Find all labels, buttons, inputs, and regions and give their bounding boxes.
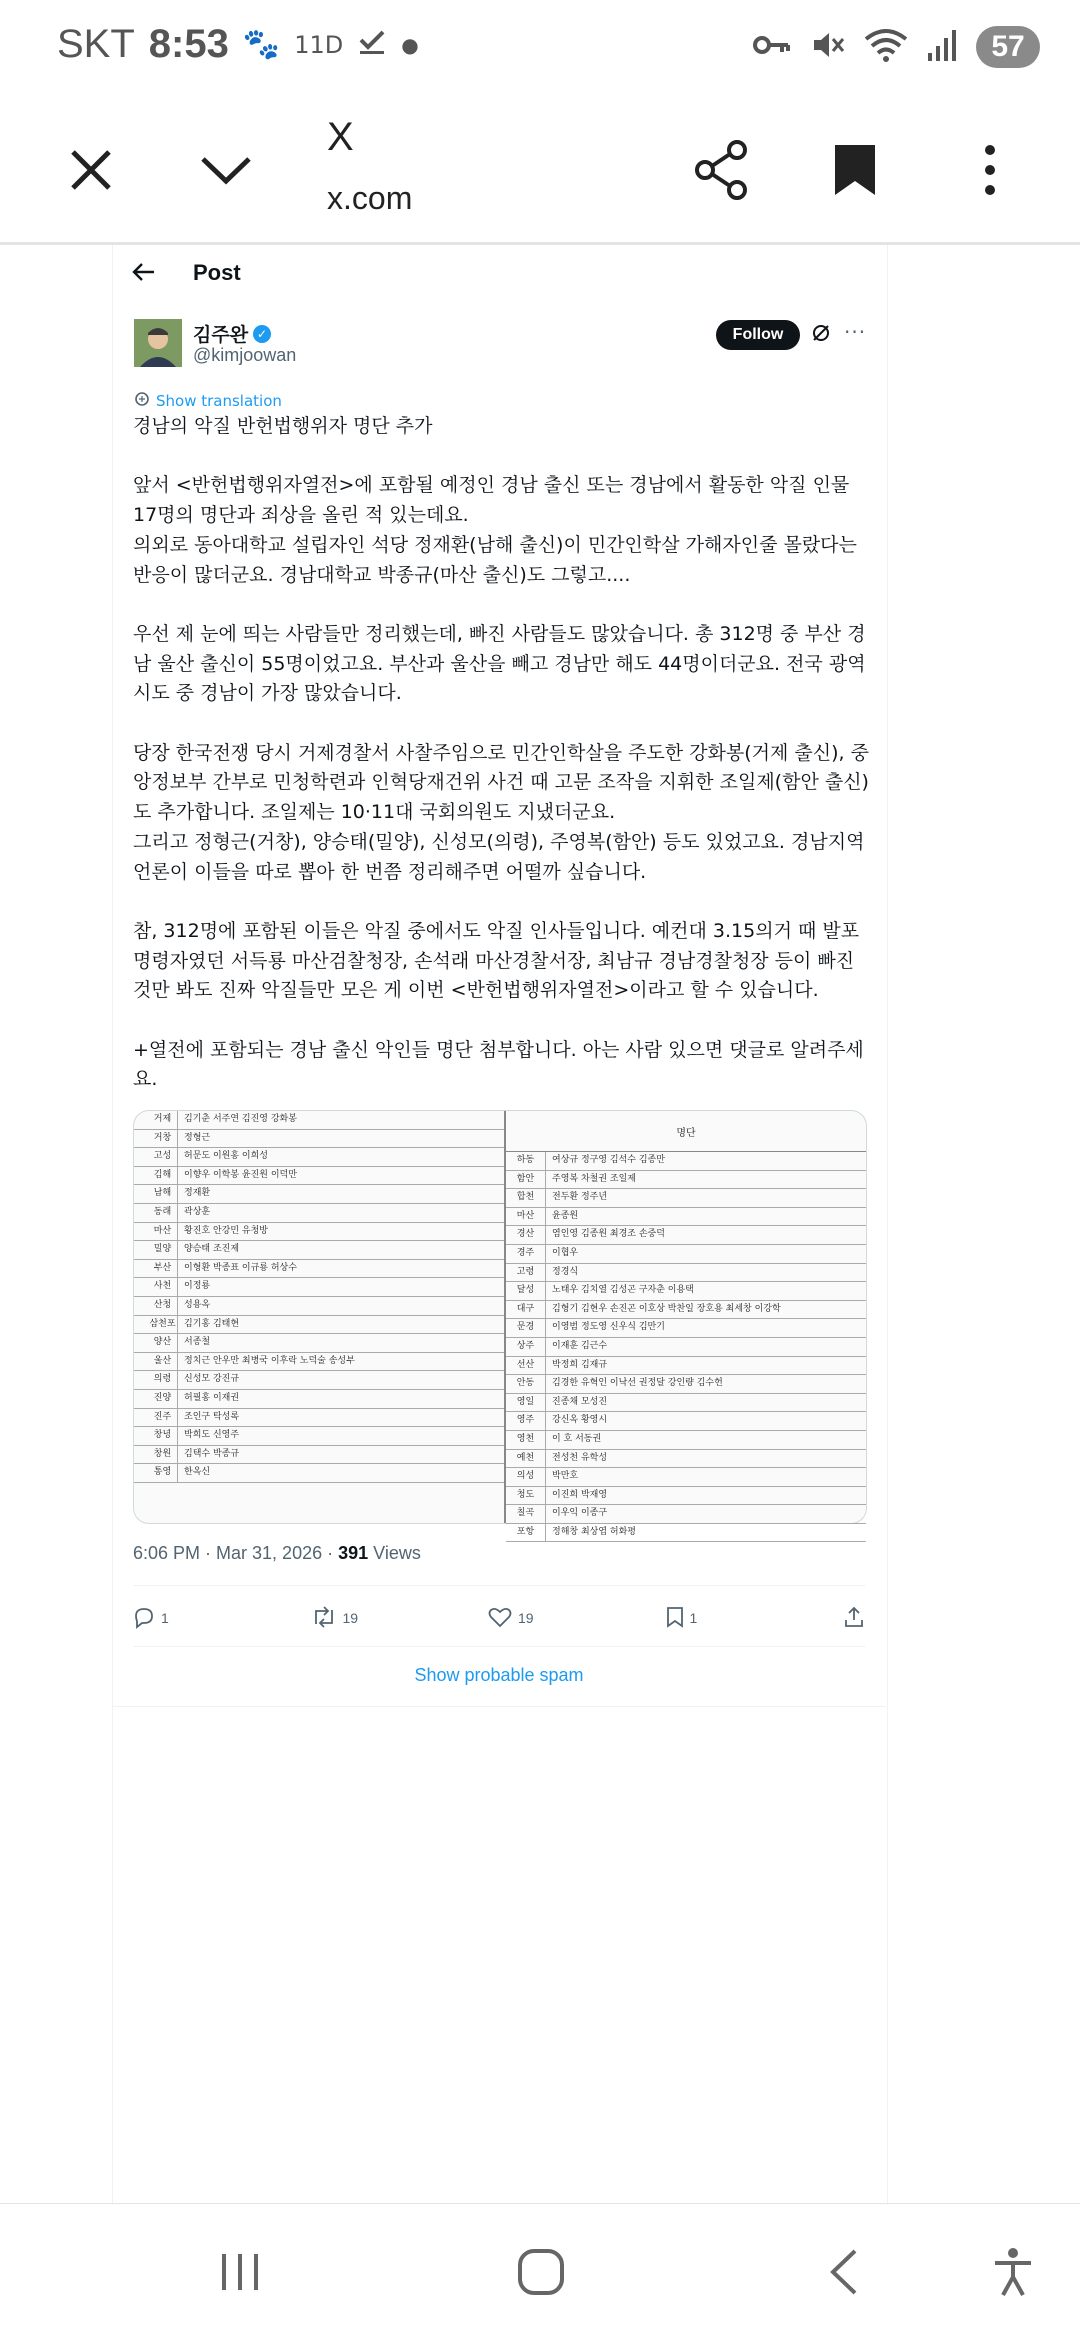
table-cell-region: 하동 (506, 1152, 546, 1170)
table-cell-region: 진주 (134, 1409, 178, 1427)
table-row (134, 1167, 504, 1186)
accessibility-icon[interactable] (978, 2242, 1048, 2302)
table-cell-region: 사천 (134, 1278, 178, 1296)
bookmark-count: 1 (689, 1610, 698, 1626)
views-count: 391 (338, 1543, 369, 1563)
table-row (506, 1226, 866, 1245)
table-cell-names: 서종철 (184, 1337, 211, 1348)
table-row (134, 1130, 504, 1149)
table-cell-region: 합천 (506, 1189, 546, 1207)
more-options-icon[interactable] (955, 135, 1025, 205)
divider (133, 1646, 865, 1647)
table-row (506, 1394, 866, 1413)
chevron-down-icon[interactable] (191, 135, 261, 205)
table-cell-names: 이형환 박종표 이규룡 허상수 (184, 1262, 297, 1273)
table-cell-region: 창원 (134, 1446, 178, 1464)
table-cell-names: 이영범 정도영 신우식 김만기 (552, 1322, 665, 1333)
table-cell-region: 통영 (134, 1464, 178, 1482)
table-cell-region: 칠곡 (506, 1505, 546, 1523)
table-cell-region: 경산 (506, 1226, 546, 1244)
table-row (506, 1487, 866, 1506)
table-cell-names: 양승태 조진제 (184, 1244, 240, 1255)
battery-indicator: 57 (976, 26, 1040, 68)
paw-icon: 🐾 (242, 27, 281, 62)
reply-icon (133, 1606, 155, 1631)
table-cell-region: 삼천포 (134, 1316, 178, 1334)
table-cell-names: 윤종원 (552, 1210, 579, 1221)
signal-icon (926, 27, 958, 67)
post-header (133, 258, 241, 288)
carrier-label: SKT (57, 22, 135, 66)
avatar[interactable] (134, 319, 182, 367)
table-row (506, 1301, 866, 1320)
table-right (504, 1111, 866, 1537)
table-cell-region: 남해 (134, 1185, 178, 1203)
table-row (506, 1524, 866, 1543)
table-cell-region: 의령 (134, 1371, 178, 1389)
table-cell-names: 신성모 강진규 (184, 1374, 240, 1385)
table-cell-region: 마산 (134, 1223, 178, 1241)
table-cell-region: 예천 (506, 1450, 546, 1468)
table-row (134, 1316, 504, 1335)
table-cell-names: 이향우 이학봉 윤진원 이덕만 (184, 1169, 297, 1180)
table-row (134, 1185, 504, 1204)
table-cell-region: 선산 (506, 1357, 546, 1375)
table-cell-region: 거제 (134, 1111, 178, 1129)
table-cell-names: 박만호 (552, 1471, 579, 1482)
table-cell-names: 이정룡 (184, 1281, 211, 1292)
table-row (134, 1446, 504, 1465)
table-row (506, 1412, 866, 1431)
table-row (506, 1431, 866, 1450)
table-cell-names: 이재훈 김근수 (552, 1340, 608, 1351)
verified-badge-icon: ✓ (253, 325, 271, 343)
table-cell-region: 고성 (134, 1148, 178, 1166)
repost-button[interactable] (311, 1600, 489, 1636)
author-name[interactable] (193, 320, 271, 347)
table-cell-names: 이 호 서동권 (552, 1433, 602, 1444)
table-cell-region: 창녕 (134, 1427, 178, 1445)
recent-apps-icon[interactable] (205, 2242, 275, 2302)
table-cell-region: 상주 (506, 1338, 546, 1356)
table-cell-names: 강신옥 황영시 (552, 1415, 608, 1426)
table-cell-region: 김해 (134, 1167, 178, 1185)
table-cell-names: 성용옥 (184, 1299, 211, 1310)
table-cell-region: 거창 (134, 1130, 178, 1148)
status-bar (0, 0, 1080, 100)
table-cell-region: 경주 (506, 1245, 546, 1263)
table-row (506, 1208, 866, 1227)
table-cell-names: 곽상훈 (184, 1206, 211, 1217)
post-datetime[interactable]: 6:06 PM · Mar 31, 2026 · (133, 1543, 339, 1563)
wifi-icon (864, 27, 908, 67)
upload-share-icon (843, 1606, 865, 1631)
table-row (134, 1371, 504, 1390)
bookmark-outline-icon (666, 1606, 684, 1631)
table-row (134, 1390, 504, 1409)
reply-button[interactable] (133, 1600, 311, 1636)
table-row (506, 1264, 866, 1283)
table-row (506, 1245, 866, 1264)
table-cell-names: 정형근 (184, 1132, 211, 1143)
table-cell-names: 허문도 이원홍 이희성 (184, 1151, 268, 1162)
table-cell-names: 김기홍 김태현 (184, 1318, 240, 1329)
table-row (506, 1357, 866, 1376)
grok-icon[interactable] (811, 323, 831, 348)
like-button[interactable] (488, 1600, 666, 1636)
table-cell-names: 허필홍 이재권 (184, 1392, 240, 1403)
table-row (506, 1319, 866, 1338)
table-cell-region: 문경 (506, 1319, 546, 1337)
table-cell-region: 동래 (134, 1204, 178, 1222)
table-row (134, 1278, 504, 1297)
table-cell-names: 이협우 (552, 1247, 579, 1258)
close-icon[interactable] (56, 135, 126, 205)
table-cell-names: 박희도 신영주 (184, 1430, 240, 1441)
table-cell-region: 안동 (506, 1375, 546, 1393)
table-cell-names: 주영복 차철권 조일제 (552, 1173, 636, 1184)
mute-icon (810, 27, 846, 67)
table-cell-region: 함안 (506, 1171, 546, 1189)
table-row (506, 1282, 866, 1301)
table-row (506, 1189, 866, 1208)
table-cell-names: 김기춘 서주연 김진영 강화봉 (184, 1114, 297, 1124)
follow-button[interactable]: Follow (716, 320, 800, 350)
table-cell-region: 부산 (134, 1260, 178, 1278)
table-cell-region: 양산 (134, 1334, 178, 1352)
table-cell-names: 노태우 김치열 김성곤 구자춘 이용택 (552, 1285, 694, 1296)
views-label: Views (368, 1543, 421, 1563)
table-cell-names: 정해창 최상엽 허화평 (552, 1526, 636, 1537)
table-cell-names: 여상규 정구영 김석수 김종만 (552, 1155, 665, 1165)
table-cell-names: 전성천 유학성 (552, 1452, 608, 1463)
table-row (134, 1334, 504, 1353)
browser-toolbar (0, 100, 1080, 242)
table-cell-region: 고령 (506, 1264, 546, 1282)
bookmark-post-button[interactable] (666, 1600, 844, 1636)
table-row (134, 1204, 504, 1223)
table-cell-names: 정재환 (184, 1188, 211, 1199)
table-cell-names: 조인구 탁성록 (184, 1411, 240, 1422)
key-icon (752, 30, 792, 64)
table-cell-names: 김택수 박종규 (184, 1448, 240, 1459)
table-cell-region: 영천 (506, 1431, 546, 1449)
table-cell-region: 포항 (506, 1524, 546, 1542)
table-cell-names: 진종채 모성진 (552, 1396, 608, 1407)
notification-count: 11D (294, 30, 344, 59)
table-cell-region: 밀양 (134, 1241, 178, 1259)
dot-icon: ● (401, 32, 419, 57)
show-probable-spam-link[interactable]: Show probable spam (414, 1665, 584, 1685)
home-icon[interactable] (506, 2242, 576, 2302)
show-translation[interactable] (134, 391, 282, 411)
attached-image[interactable] (133, 1110, 867, 1537)
author-handle[interactable]: @kimjoowan (193, 345, 297, 365)
table-cell-names: 전두환 정주년 (552, 1192, 608, 1203)
heart-icon (488, 1606, 512, 1631)
page-title: X (327, 115, 354, 159)
table-row (134, 1148, 504, 1167)
table-row (506, 1450, 866, 1469)
table-row (506, 1468, 866, 1487)
bookmark-icon[interactable] (820, 135, 890, 205)
author-name-text: 김주완 (193, 324, 249, 346)
share-post-button[interactable] (843, 1600, 865, 1636)
table-cell-region: 의성 (506, 1468, 546, 1486)
table-row (506, 1505, 866, 1524)
table-header: 명단 (506, 1111, 866, 1152)
page-url[interactable]: x.com (327, 180, 413, 216)
table-cell-region: 마산 (506, 1208, 546, 1226)
table-row (134, 1353, 504, 1372)
table-cell-names: 이우익 이종구 (552, 1508, 608, 1519)
like-count: 19 (518, 1610, 534, 1626)
share-icon[interactable] (686, 135, 756, 205)
table-cell-names: 염인영 김종원 최경조 손중덕 (552, 1229, 665, 1240)
table-row (134, 1241, 504, 1260)
table-cell-names: 김경한 유혁인 이낙선 권정달 강인량 김수헌 (552, 1378, 723, 1389)
action-bar (133, 1600, 865, 1636)
table-row (506, 1375, 866, 1394)
table-cell-names: 황진호 안강민 유청방 (184, 1225, 268, 1236)
table-cell-region: 청도 (506, 1487, 546, 1505)
table-cell-region: 대구 (506, 1301, 546, 1319)
table-row (134, 1297, 504, 1316)
clock: 8:53 (148, 22, 229, 66)
table-cell-names: 이진희 박재영 (552, 1489, 608, 1500)
table-cell-names: 한옥신 (184, 1467, 211, 1478)
table-row (134, 1223, 504, 1242)
back-arrow-icon[interactable] (133, 258, 155, 288)
table-cell-names: 박정희 김재규 (552, 1359, 608, 1370)
download-done-icon (357, 26, 387, 64)
divider (112, 1706, 886, 1707)
repost-count: 19 (342, 1610, 359, 1626)
table-cell-names: 김형기 김현우 손진곤 이호상 박찬일 장호용 최세창 이강학 (552, 1303, 781, 1314)
system-nav-bar (0, 2204, 1080, 2340)
divider (133, 1585, 865, 1586)
table-cell-region: 산청 (134, 1297, 178, 1315)
table-row (134, 1409, 504, 1428)
table-cell-region: 달성 (506, 1282, 546, 1300)
table-row (506, 1171, 866, 1190)
post-meta (133, 1543, 421, 1564)
table-row (506, 1152, 866, 1171)
table-cell-region: 영주 (506, 1412, 546, 1430)
reply-count: 1 (161, 1610, 169, 1626)
table-row (134, 1111, 504, 1130)
table-cell-region: 울산 (134, 1353, 178, 1371)
show-translation-link[interactable]: Show translation (156, 392, 282, 410)
table-row (134, 1464, 504, 1483)
back-icon[interactable] (808, 2242, 878, 2302)
table-cell-names: 정치근 안우만 최병국 이후락 노덕술 송성부 (184, 1355, 355, 1366)
tweet-text: 경남의 악질 반헌법행위자 명단 추가 앞서 <반헌법행위자열전>에 포함될 예정인 경남 출신 또는 경남에서 활동한 악질 인물 17명의 명단과 죄상을 올린 적 있는데요. 의외로 동아대학교 설립자인 석당 정재환(남해 출신)이 민간인학살 가해자인줄 몰랐다는 반응이 많더군요. 경남대학교 박종규(마산 출신)도 그렇고.... 우선 제 눈에 띄는 사람들만 정리했는데, 빠진 사람들도 많았습니다. 총 312명 중 부산 경남 울산 출신이 55명이었고요. 부산과 울산을 빼고 경남만 해도 44명이더군요. 전국 광역시도 중 경남이 가장 많았습니다. 당장 한국전쟁 당시 거제경찰서 사찰주임으로 민간인학살을 주도한 강화봉(거제 출신), 중앙정보부 간부로 민청학련과 인혁당재건위 사건 때 고문 조작을 지휘한 조일제(함안 출신)도 추가합니다. 조일제는 10·11대 국회의원도 지냈더군요. 그리고 정형근(거창), 양승태(밀양), 신성모(의령), 주영복(함안) 등도 있었고요. 경남지역 언론이 이들을 따로 뽑아 한 번쯤 정리해주면 어떨까 싶습니다. 참, 312명에 포함된 이들은 악질 중에서도 악질 인사들입니다. 예컨대 3.15의거 때 발포명령자였던 서득룡 마산검찰청장, 손석래 마산경찰서장, 최남규 경남경찰청장 등이 빠진 것만 봐도 진짜 악질들만 모은 게 이번 <반헌법행위자열전>이라고 할 수 있습니다. +열전에 포함되는 경남 출신 악인들 명단 첨부합니다. 아는 사람 있으면 댓글로 알려주세요. (133, 415, 869, 1091)
table-cell-region: 진양 (134, 1390, 178, 1408)
table-row (134, 1427, 504, 1446)
table-cell-region: 영일 (506, 1394, 546, 1412)
repost-icon (311, 1606, 337, 1631)
post-header-title: Post (193, 260, 241, 285)
translate-icon (134, 391, 150, 411)
table-left (134, 1111, 504, 1523)
table-row (134, 1260, 504, 1279)
table-cell-names: 정경식 (552, 1266, 579, 1277)
post-more-icon[interactable]: ··· (844, 320, 867, 344)
table-row (506, 1338, 866, 1357)
